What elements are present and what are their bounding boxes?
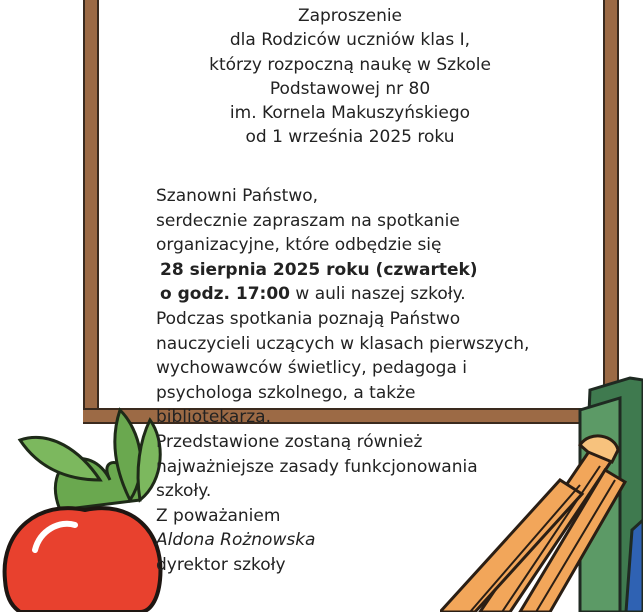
body-line: wychowawców świetlicy, pedagoga i bbox=[156, 358, 468, 379]
meeting-time: o godz. 17:00 bbox=[160, 284, 290, 305]
body-line: Przedstawione zostaną również bbox=[156, 431, 423, 452]
body-line: szkoły. bbox=[156, 481, 212, 502]
meeting-date: 28 sierpnia 2025 roku (czwartek) bbox=[160, 259, 478, 280]
header-line: im. Kornela Makuszyńskiego bbox=[229, 103, 471, 124]
body-line: nauczycieli uczących w klasach pierwszych, bbox=[156, 333, 530, 354]
body-line: najważniejsze zasady funkcjonowania bbox=[156, 456, 478, 477]
header-line: którzy rozpoczną naukę w Szkole bbox=[209, 54, 491, 75]
body-line: Podczas spotkania poznają Państwo bbox=[156, 308, 461, 329]
header-line: dla Rodziców uczniów klas I, bbox=[229, 30, 471, 51]
body-line: bibliotekarza. bbox=[156, 407, 271, 428]
meeting-place: w auli naszej szkoły. bbox=[290, 284, 466, 305]
closing: Z poważaniem bbox=[156, 505, 281, 526]
signature-name: Aldona Rożnowska bbox=[156, 530, 316, 551]
header-line: Podstawowej nr 80 bbox=[269, 78, 431, 99]
invitation-title: Zaproszenie bbox=[297, 6, 403, 26]
header-line: od 1 września 2025 roku bbox=[245, 127, 455, 148]
body-line: serdecznie zapraszam na spotkanie bbox=[156, 210, 460, 231]
greeting: Szanowni Państwo, bbox=[156, 186, 319, 206]
signature-title: dyrektor szkoły bbox=[156, 554, 286, 575]
board-frame-right bbox=[603, 0, 619, 395]
apple-icon bbox=[0, 400, 170, 612]
body-line: organizacyjne, które odbędzie się bbox=[156, 235, 442, 256]
invitation-body bbox=[156, 184, 596, 578]
meeting-time-line bbox=[156, 282, 596, 307]
invitation-header bbox=[95, 4, 605, 150]
body-line: psychologa szkolnego, a także bbox=[156, 382, 416, 403]
